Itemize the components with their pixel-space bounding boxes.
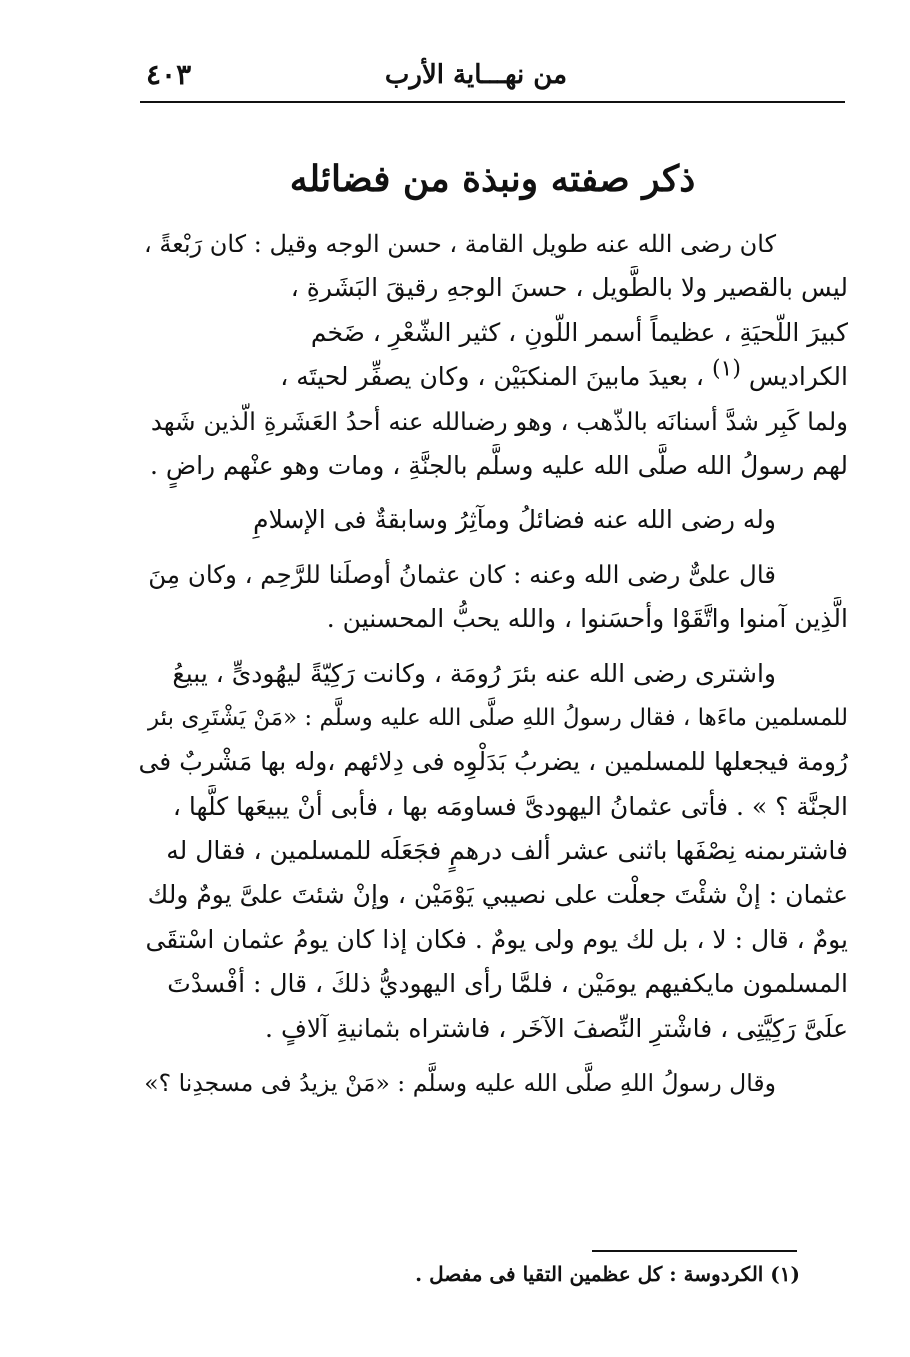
text-line: يومٌ ، قال : لا ، بل لك يوم ولى يومٌ . فكان إذا كان يومُ عثمان اسْتقَى [145,924,848,954]
footnote-marker: (١) [711,356,741,382]
text-line [138,355,848,399]
header-rule [140,101,845,103]
page-number: ٤٠٣ [146,58,192,91]
text-line: الَّذِين آمنوا واتَّقَوْا وأحسَنوا ، والله يحبُّ المحسنين . [326,604,848,634]
text-line: رُومة فيجعلها للمسلمين ، يضربُ بَدَلْوِه فى دِلائهم ،وله بها مَشْربٌ فى [138,747,848,777]
paragraph [138,498,848,542]
text-line: ولما كَبِر شدَّ أسنانَه بالذّهب ، وهو رضىالله عنه أحدُ العَشَرةِ الّذين شَهد [150,406,848,436]
text-line: ليس بالقصير ولا بالطَّويل ، حسنَ الوجهِ رقيقَ البَشَرةِ ، [290,273,848,303]
text-line: فاشترىمنه نِصْفَها باثنى عشر ألف درهمٍ فجَعَلَه للمسلمين ، فقال له [166,836,848,866]
text-line: كبيرَ اللّحيَةِ ، عظيماً أسمر اللّونِ ، كثير الشّعْرِ ، ضَخم [310,317,848,347]
paragraph-gap [138,642,848,652]
footnote-rule [592,1250,797,1252]
text-fragment: ، بعيدَ مابينَ المنكبَيْن ، وكان يصفِّر لحيتَه ، [280,362,704,392]
chapter-title: ذكر صفته ونبذة من فضائله [289,158,696,200]
paragraph-gap [138,543,848,553]
paragraph [138,222,848,488]
text-line: وله رضى الله عنه فضائلُ ومآثِرُ وسابقةٌ فى الإسلامِ [253,505,776,535]
paragraph-gap [138,1051,848,1061]
text-line: قال علىٌّ رضى الله وعنه : كان عثمانُ أوصلَنا للرَّحِم ، وكان مِنَ [148,559,776,589]
running-header [140,56,845,96]
text-line: وقال رسولُ اللهِ صلَّى الله عليه وسلَّم : «مَنْ يزيدُ فى مسجدِنا ؟» [144,1069,776,1098]
paragraph-gap [138,488,848,498]
text-line: للمسلمين ماءَها ، فقال رسولُ اللهِ صلَّى الله عليه وسلَّم : «مَنْ يَشْتَرِى بئر [147,704,848,731]
book-title: من نهـــاية الأرب [384,60,567,90]
paragraph [138,652,848,1052]
text-fragment: الكراديس [748,362,848,392]
text-line: لهم رسولُ الله صلَّى الله عليه وسلَّم بالجنَّةِ ، ومات وهو عنْهم راضٍ . [149,450,848,480]
text-line: واشترى رضى الله عنه بئرَ رُومَة ، وكانت رَكِيّةً ليهُودىٍّ ، يبيعُ [172,658,776,688]
footnote: (١) الكردوسة : كل عظمين التقيا فى مفصل . [415,1262,800,1286]
text-line: عثمان : إنْ شئْتَ جعلْت على نصيبي يَوْمَيْن ، وإنْ شئتَ علىَّ يومٌ ولك [147,880,848,910]
text-line: الجنَّة ؟ » . فأتى عثمانُ اليهودىَّ فساومَه بها ، فأبى أنْ يبيعَها كلَّها ، [172,791,848,821]
paragraph [138,1061,848,1105]
paragraph [138,553,848,642]
text-line: كان رضى الله عنه طويل القامة ، حسن الوجه وقيل : كان رَبْعةً ، [144,230,776,258]
text-line: علَىَّ رَكِيَّتِى ، فاشْترِ النِّصفَ الآخَر ، فاشتراه بثمانيةِ آلافٍ . [265,1013,848,1043]
text-line: المسلمون مايكفيهم يومَيْن ، فلمَّا رأى اليهوديُّ ذلكَ ، قال : أفْسدْتَ [167,969,848,999]
body-text [138,222,848,1105]
